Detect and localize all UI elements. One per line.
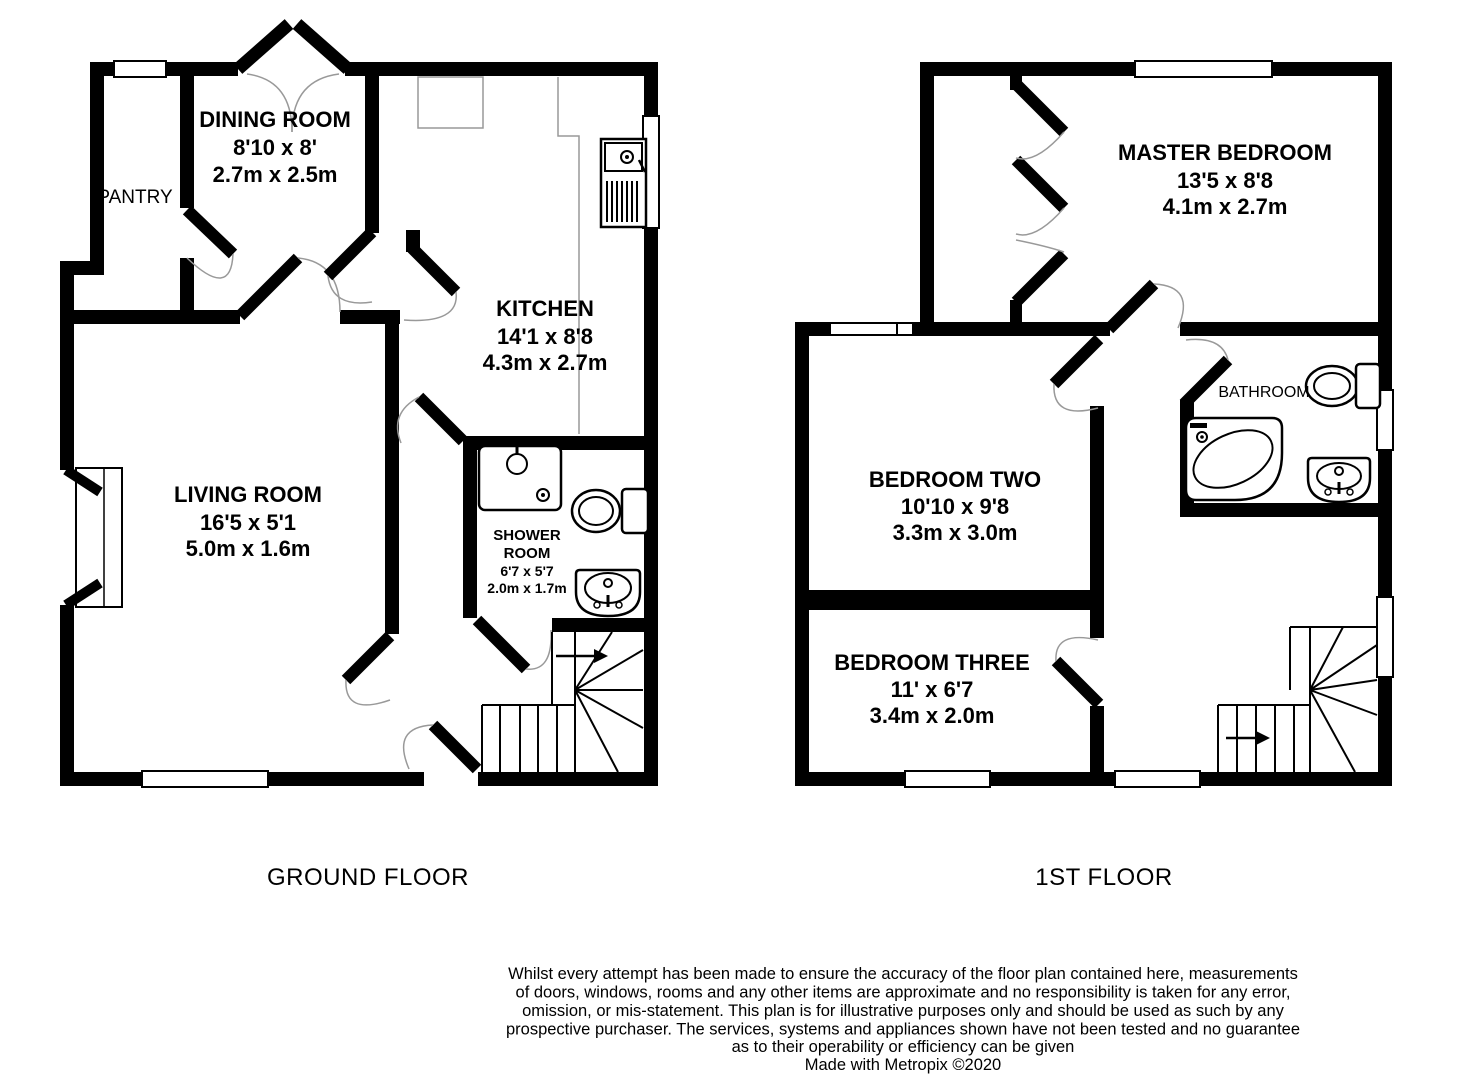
bedroom-three-dims-imperial: 11' x 6'7 [890,677,974,702]
staircase [1218,627,1378,772]
front-door [404,725,477,769]
disclaimer-line: of doors, windows, rooms and any other items are approximate and no responsibility is taken for any error, [515,983,1291,1002]
walls [795,62,1392,786]
master-bedroom-label: MASTER BEDROOM [1118,140,1332,165]
kitchen-dims-metric: 4.3m x 2.7m [482,350,608,375]
stairs-up-arrow [1226,731,1270,745]
toilet-fixture [572,489,648,533]
disclaimer-line: prospective purchaser. The services, systems and appliances shown have not been tested and no guarantee [505,1020,1301,1039]
master-bedroom-dims-imperial: 13'5 x 8'8 [1176,168,1274,193]
shower-room-label: ROOM [503,545,551,562]
kitchen-counter [418,77,579,434]
living-room-dims-imperial: 16'5 x 5'1 [199,510,297,535]
disclaimer-text [506,965,1300,1074]
basin-fixture [576,570,640,616]
bedroom-three-dims-metric: 3.4m x 2.0m [869,703,995,728]
kitchen-door [398,397,463,443]
kitchen-sink-fixture [601,139,646,227]
window [142,771,268,787]
bedroom-two-label: BEDROOM TWO [868,467,1042,492]
kitchen-dims-imperial: 14'1 x 8'8 [496,324,594,349]
bedroom-two-dims-metric: 3.3m x 3.0m [892,520,1018,545]
kitchen-label: KITCHEN [496,296,594,321]
living-room-dims-metric: 5.0m x 1.6m [185,536,311,561]
bedroom-three-label: BEDROOM THREE [834,650,1030,675]
disclaimer-line: omission, or mis-statement. This plan is for illustrative purposes only and should be used as such by any [522,1002,1284,1020]
shower-room-door [477,620,551,669]
dining-room-label: DINING ROOM [199,107,351,132]
pantry-label: PANTRY [97,187,173,208]
ground-floor-title: GROUND FLOOR [266,864,470,891]
dining-room-dims-metric: 2.7m x 2.5m [212,162,338,187]
window [905,771,990,787]
kitchen-hall-door [404,248,456,320]
dining-door [240,258,340,316]
shower-room-dims-metric: 2.0m x 1.7m [487,580,567,596]
master-bedroom-door [1109,284,1183,329]
dining-room-dims-imperial: 8'10 x 8' [233,135,317,160]
metropix-credit: Made with Metropix ©2020 [804,1056,1002,1074]
toilet-fixture [1306,364,1380,408]
first-floor-plan [795,61,1393,787]
window [1377,597,1393,677]
bedroom-two-door [1054,339,1099,411]
disclaimer-line: as to their operability or efficiency can be given [731,1038,1075,1056]
living-room-label: LIVING ROOM [174,482,322,507]
bath-fixture [1184,418,1282,500]
shower-room-dims-imperial: 6'7 x 5'7 [500,563,554,579]
first-floor-title: 1ST FLOOR [1035,864,1173,891]
bedroom-three-door [1056,638,1099,704]
master-bedroom-dims-metric: 4.1m x 2.7m [1162,194,1288,219]
disclaimer-line: Whilst every attempt has been made to ensure the accuracy of the floor plan contained here, measurements [508,965,1298,983]
window [1135,61,1272,77]
entrance-angled-wall [238,24,289,69]
bathroom-label: BATHROOM [1218,384,1310,401]
shower-room-label: SHOWER [493,527,561,544]
window [1115,771,1200,787]
bedroom-two-dims-imperial: 10'10 x 9'8 [900,494,1010,519]
wardrobe-doors [1016,84,1064,302]
ground-floor-plan [60,24,659,787]
entrance-angled-wall [297,24,348,69]
window [897,323,913,335]
bay-window [66,468,122,607]
basin-fixture [1308,458,1370,502]
shower-tray-fixture [479,446,561,510]
window [114,61,166,77]
living-room-door [346,636,390,705]
dining-door [328,232,372,303]
